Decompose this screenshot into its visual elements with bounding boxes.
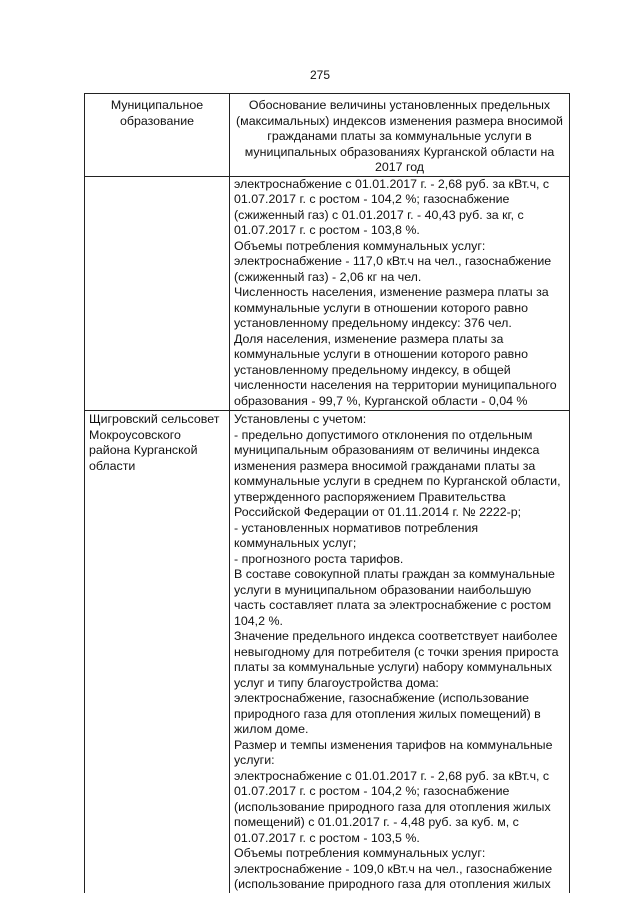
paragraph: электроснабжение с 01.01.2017 г. - 2,68 руб. за кВт.ч, с 01.07.2017 г. с ростом - 104,2 %; газоснабжение (использование природного газа для отопления жилых помещений) с 01.01.2017 г. - 4,48 руб. за куб. м, с 01.07.2017 г. с ростом - 103,5 %.: [234, 768, 551, 845]
paragraph: Установлены с учетом:: [234, 412, 367, 426]
page-number: 275: [309, 68, 331, 82]
paragraph: электроснабжение с 01.01.2017 г. - 2,68 руб. за кВт.ч, с 01.07.2017 г. с ростом - 104,2 %; газоснабжение (сжиженный газ) с 01.01.2017 г. - 40,43 руб. за кг, с 01.07.2017 г. с ростом - 103,8 %.: [234, 176, 550, 237]
municipality-cell: [85, 176, 230, 411]
table-header-row: [85, 94, 570, 177]
justification-cell: [230, 176, 570, 411]
paragraph: В составе совокупной платы граждан за коммунальные услуги в муниципальном образовании наибольшую часть составляет плата за электроснабжение с ростом 104,2 %.: [234, 567, 555, 628]
paragraph: Доля населения, изменение размера платы за коммунальные услуги в отношении которого равно установленному предельному индексу, в общей численности населения на территории муниципального образования - 99,7 %, Курганской области - 0,04 %: [234, 331, 557, 408]
paragraph: - установленных нормативов потребления коммунальных услуг;: [234, 520, 479, 550]
paragraph: электроснабжение - 117,0 кВт.ч на чел., газоснабжение (сжиженный газ) - 2,06 кг на чел.: [234, 254, 552, 284]
table-row: [85, 411, 570, 893]
paragraph: Объемы потребления коммунальных услуг:: [234, 238, 486, 253]
justification-table: [84, 93, 570, 893]
paragraph: Размер и темпы изменения тарифов на коммунальные услуги:: [234, 737, 553, 767]
paragraph: электроснабжение, газоснабжение (использование природного газа для отопления жилых помещений) в жилом доме.: [234, 691, 541, 736]
paragraph: Численность населения, изменение размера платы за коммунальные услуги в отношении которого равно установленному предельному индексу: 376 чел.: [234, 285, 549, 330]
justification-cell: [230, 411, 570, 893]
paragraph: электроснабжение - 109,0 кВт.ч на чел., газоснабжение (использование природного газа для отопления жилых: [234, 861, 553, 891]
paragraph: Объемы потребления коммунальных услуг:: [234, 846, 486, 860]
table-row: [85, 176, 570, 411]
paragraph: Значение предельного индекса соответствует наиболее невыгодному для потребителя (с точки зрения прироста платы за коммунальные услуги) набору коммунальных услуг и типу благоустройства дома:: [234, 629, 559, 690]
header-justification: Обоснование величины установленных предельных (максимальных) индексов изменения размера вносимой гражданами платы за коммунальные услуги в муниципальных образованиях Курганской области на 2017 год: [230, 94, 570, 177]
paragraph: - предельно допустимого отклонения по отдельным муниципальным образованиям от величины индекса изменения размера вносимой гражданами платы за коммунальные услуги в среднем по Курганской области, утвержденного распоряжением Правительства Российской Федерации от 01.11.2014 г. № 2222-р;: [234, 427, 561, 519]
municipality-cell: Щигровский сельсовет Мокроусовского района Курганской области: [85, 411, 230, 893]
header-municipality: Муниципальное образование: [85, 94, 230, 177]
paragraph: - прогнозного роста тарифов.: [234, 551, 404, 566]
